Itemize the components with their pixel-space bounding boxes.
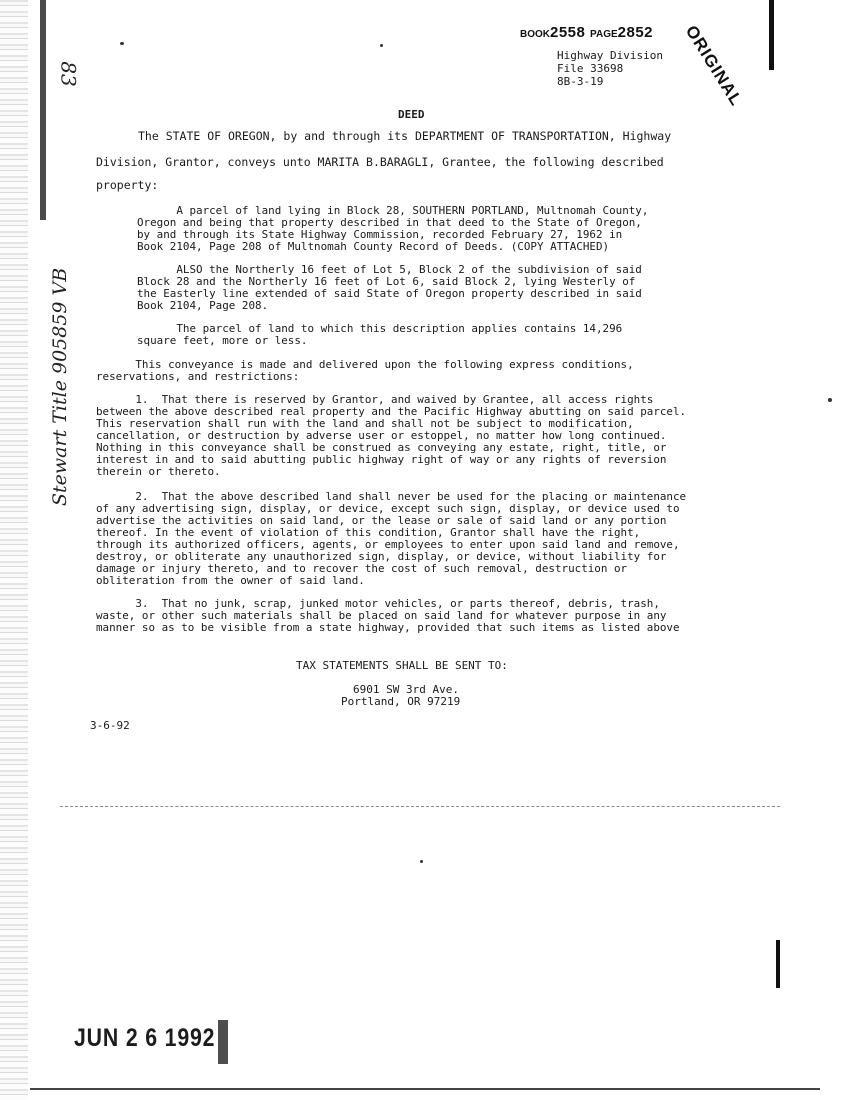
file-line: 8B-3-19 xyxy=(557,75,604,88)
scan-bar-artifact xyxy=(769,0,774,70)
condition-1 xyxy=(96,394,686,478)
condition-line: obliteration from the owner of said land. xyxy=(96,574,365,587)
parcel-description xyxy=(137,205,648,253)
book-page-stamp xyxy=(520,24,653,41)
stamp-mark xyxy=(218,1020,228,1064)
scan-bottom-line xyxy=(30,1088,820,1090)
parcel-line: A parcel of land lying in Block 28, SOUTHERN PORTLAND, Multnomah County, xyxy=(137,204,649,217)
book-label: BOOK xyxy=(520,29,550,40)
file-line: Highway Division xyxy=(557,49,663,62)
condition-line: cancellation, or destruction by adverse user or estoppel, no matter how long continued. xyxy=(96,429,667,442)
condition-line: of any advertising sign, display, or device, except such sign, display, or device used to xyxy=(96,502,680,515)
also-line: Book 2104, Page 208. xyxy=(137,299,269,312)
condition-line: manner so as to be visible from a state highway, provided that such items as listed above xyxy=(96,621,680,634)
condition-line: advertise the activities on said land, or the lease or sale of said land or any portion xyxy=(96,514,667,527)
scan-edge-artifact xyxy=(0,0,28,1100)
also-description xyxy=(137,264,642,312)
scan-bar-artifact xyxy=(776,940,780,988)
condition-line: This reservation shall run with the land and shall not be subject to modification, xyxy=(96,417,634,430)
condition-line: 2. That the above described land shall never be used for the placing or maintenance xyxy=(96,490,687,503)
tax-statements-heading: TAX STATEMENTS SHALL BE SENT TO: xyxy=(296,659,508,672)
condition-line: interest in and to said abutting public highway right of way or any rights of reversion xyxy=(96,453,667,466)
intro-line: Division, Grantor, conveys unto MARITA B.BARAGLI, Grantee, the following described xyxy=(96,155,664,169)
condition-line: destroy, or obliterate any unauthorized sign, display, or device, without liability for xyxy=(96,550,667,563)
area-line: square feet, more or less. xyxy=(137,334,308,347)
scan-bar-artifact xyxy=(40,0,46,220)
also-line: the Easterly line extended of said State of Oregon property described in said xyxy=(137,287,642,300)
also-line: ALSO the Northerly 16 feet of Lot 5, Block 2 of the subdivision of said xyxy=(137,263,642,276)
book-number: 2558 xyxy=(550,24,586,41)
also-line: Block 28 and the Northerly 16 feet of Lot 6, said Block 2, lying Westerly of xyxy=(137,275,636,288)
condition-line: 1. That there is reserved by Grantor, and waived by Grantee, all access rights xyxy=(96,393,654,406)
intro-line: property: xyxy=(96,178,159,192)
page-title-text: DEED xyxy=(398,108,425,121)
handwritten-margin-number: 83 xyxy=(56,61,81,87)
condition-line: Nothing in this conveyance shall be construed as conveying any estate, right, title, or xyxy=(96,441,667,454)
tax-address-city: Portland, OR 97219 xyxy=(341,695,461,708)
scan-speck xyxy=(380,44,383,47)
scan-fold-line xyxy=(60,806,780,807)
scan-speck xyxy=(420,860,423,863)
condition-line: thereof. In the event of violation of this condition, Grantor shall have the right, xyxy=(96,526,641,539)
file-line: File 33698 xyxy=(557,62,624,75)
scan-speck xyxy=(120,42,124,45)
scan-speck xyxy=(828,398,832,402)
condition-line: waste, or other such materials shall be placed on said land for whatever purpose in any xyxy=(96,609,667,622)
file-reference xyxy=(557,49,663,88)
condition-line: damage or injury thereto, and to recover the cost of such removal, destruction or xyxy=(96,562,628,575)
area-statement xyxy=(137,323,622,347)
conveyance-statement xyxy=(96,359,634,383)
parcel-line: by and through its State Highway Commission, recorded February 27, 1962 in xyxy=(137,228,623,241)
condition-2 xyxy=(96,491,686,587)
parcel-line: Book 2104, Page 208 of Multnomah County Record of Deeds. (COPY ATTACHED) xyxy=(137,240,610,253)
original-stamp: ORIGINAL xyxy=(681,22,747,110)
page-label: PAGE xyxy=(590,29,618,40)
parcel-line: Oregon and being that property described in that deed to the State of Oregon, xyxy=(137,216,642,229)
condition-line: between the above described real property and the Pacific Highway abutting on said parcel. xyxy=(96,405,687,418)
conveyance-line: reservations, and restrictions: xyxy=(96,370,300,383)
area-line: The parcel of land to which this description applies contains 14,296 xyxy=(137,322,623,335)
conveyance-line: This conveyance is made and delivered upon the following express conditions, xyxy=(96,358,634,371)
condition-3 xyxy=(96,598,680,634)
page-number: 2852 xyxy=(617,24,654,41)
received-date-stamp: JUN 2 6 1992 xyxy=(74,1024,216,1052)
condition-line: 3. That no junk, scrap, junked motor vehicles, or parts thereof, debris, trash, xyxy=(96,597,660,610)
intro-line: The STATE OF OREGON, by and through its DEPARTMENT OF TRANSPORTATION, Highway xyxy=(138,129,672,143)
handwritten-margin-note: Stewart Title 905859 VB xyxy=(49,267,71,506)
condition-line: therein or thereto. xyxy=(96,465,221,478)
document-date: 3-6-92 xyxy=(90,719,130,732)
condition-line: through its authorized officers, agents, or employees to enter upon said land and remove, xyxy=(96,538,680,551)
tax-address-street: 6901 SW 3rd Ave. xyxy=(353,683,459,696)
